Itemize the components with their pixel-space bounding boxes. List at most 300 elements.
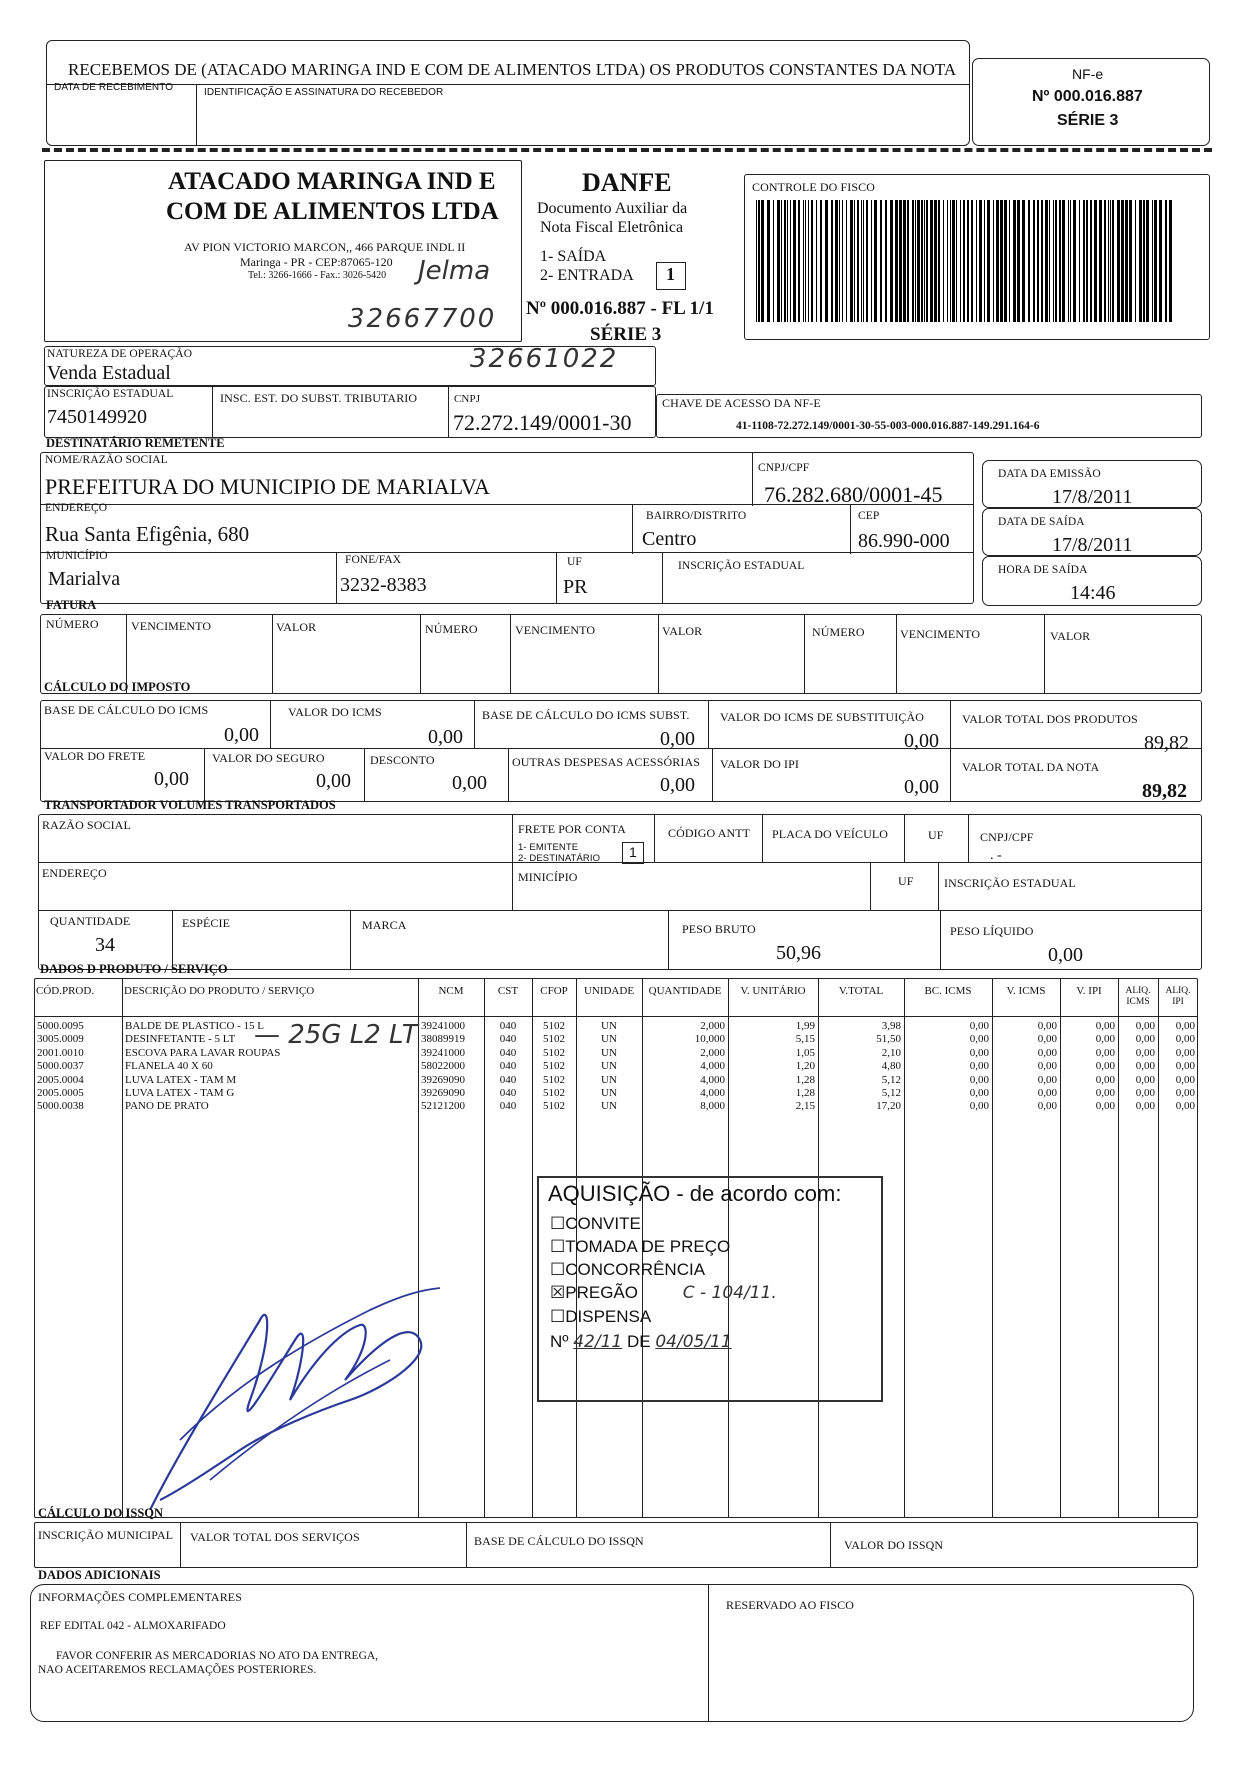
cell-aliq-icms: 0,00 bbox=[1135, 1100, 1155, 1113]
desconto-label: DESCONTO bbox=[370, 753, 435, 767]
barcode-bar bbox=[903, 200, 906, 322]
barcode-bar bbox=[1086, 200, 1088, 322]
cell-cod: 2005.0004 bbox=[37, 1073, 84, 1086]
header-v-icms: V. ICMS bbox=[1006, 985, 1046, 997]
cell-cst: 040 bbox=[499, 1033, 517, 1046]
barcode-bar bbox=[773, 200, 774, 322]
cell-v-ipi: 0,00 bbox=[1095, 1046, 1115, 1059]
fatura-valor-3: VALOR bbox=[1050, 629, 1091, 643]
barcode-bar bbox=[943, 200, 944, 322]
fatura-div-2 bbox=[272, 614, 273, 694]
barcode-bar bbox=[1013, 200, 1016, 322]
barcode-bar bbox=[1068, 200, 1069, 322]
tr-div-9 bbox=[172, 910, 173, 970]
total-prod-label: VALOR TOTAL DOS PRODUTOS bbox=[962, 712, 1138, 726]
cell-cod: 5000.0095 bbox=[37, 1020, 84, 1032]
tr-endereco-label: ENDEREÇO bbox=[42, 866, 107, 880]
fatura-box bbox=[40, 614, 1202, 694]
total-nota-value: 89,82 bbox=[1142, 780, 1187, 802]
cell-aliq-icms: 0,00 bbox=[1135, 1087, 1155, 1099]
frete-value: 1 bbox=[629, 844, 637, 860]
barcode-bar bbox=[784, 200, 786, 322]
barcode-bar bbox=[899, 200, 902, 322]
cell-aliq-ipi: 0,00 bbox=[1175, 1033, 1195, 1046]
receipt-divider bbox=[46, 84, 970, 85]
cell-quantidade: 2,000 bbox=[700, 1046, 725, 1059]
barcode-bar bbox=[1022, 200, 1025, 322]
outras-value: 0,00 bbox=[660, 774, 695, 796]
dest-divider-f bbox=[662, 552, 663, 604]
header-cst: CST bbox=[497, 985, 519, 997]
header-v-total: V.TOTAL bbox=[838, 985, 884, 997]
municipio-value: Marialva bbox=[48, 568, 121, 590]
icms-subst-label: VALOR DO ICMS DE SUBSTITUIÇÃO bbox=[720, 710, 925, 724]
cell-aliq-ipi: 0,00 bbox=[1175, 1100, 1195, 1113]
cell-aliq-icms: 0,00 bbox=[1135, 1033, 1155, 1046]
stamp-opt-convite: ☐CONVITE bbox=[550, 1214, 641, 1233]
issuer-city: Maringa - PR - CEP:87065-120 bbox=[240, 255, 393, 269]
cell-descricao: LUVA LATEX - TAM G bbox=[125, 1087, 235, 1099]
receipt-stub bbox=[46, 40, 970, 146]
cell-unidade: UN bbox=[601, 1033, 617, 1046]
issqn-base-label: BASE DE CÁLCULO DO ISSQN bbox=[474, 1534, 644, 1548]
stamp-opt-pregao-text: PREGÃO bbox=[565, 1283, 638, 1302]
issqn-div-3 bbox=[830, 1522, 831, 1568]
saida-value: 17/8/2011 bbox=[1052, 534, 1133, 556]
header-v-ipi: V. IPI bbox=[1076, 985, 1102, 997]
cell-v-ipi: 0,00 bbox=[1095, 1020, 1115, 1032]
stamp-options bbox=[550, 1212, 777, 1354]
header-descricao: DESCRIÇÃO DO PRODUTO / SERVIÇO bbox=[124, 985, 315, 997]
cell-quantidade: 4,000 bbox=[700, 1073, 725, 1086]
tr-div-11 bbox=[668, 910, 669, 970]
handwritten-note: — 25G L2 LT bbox=[254, 1020, 418, 1050]
fatura-div-7 bbox=[896, 614, 897, 694]
barcode-bar bbox=[1108, 200, 1109, 322]
cell-cfop: 5102 bbox=[543, 1100, 565, 1113]
header-cod: CÓD.PROD. bbox=[36, 985, 95, 997]
cell-cst: 040 bbox=[499, 1020, 517, 1032]
tr-municipio-label: MINICÍPIO bbox=[518, 870, 578, 884]
stamp-opt-concorrencia-text: CONCORRÊNCIA bbox=[565, 1260, 706, 1279]
barcode-bar bbox=[979, 200, 982, 322]
cell-bc-icms: 0,00 bbox=[969, 1060, 989, 1073]
nome-label: NOME/RAZÃO SOCIAL bbox=[45, 454, 168, 466]
dest-divider-d bbox=[336, 552, 337, 604]
cell-descricao: PANO DE PRATO bbox=[125, 1100, 209, 1113]
marca-label: MARCA bbox=[362, 918, 407, 932]
chave-value: 41-1108-72.272.149/0001-30-55-003-000.016.887-149.291.164-6 bbox=[736, 420, 1040, 432]
barcode-bar bbox=[1070, 200, 1071, 322]
stamp-opt-dispensa-text: DISPENSA bbox=[565, 1307, 652, 1326]
fatura-div-8 bbox=[1044, 614, 1045, 694]
cell-ncm: 39269090 bbox=[421, 1073, 465, 1086]
fatura-section: FATURA bbox=[46, 598, 97, 612]
danfe-subtitle-2: Nota Fiscal Eletrônica bbox=[540, 219, 684, 236]
cell-cst: 040 bbox=[499, 1046, 517, 1059]
cell-v-icms: 0,00 bbox=[1037, 1100, 1057, 1113]
header-v-unitario: V. UNITÁRIO bbox=[740, 985, 806, 997]
cell-aliq-icms: 0,00 bbox=[1135, 1060, 1155, 1073]
produtos-col-divider bbox=[992, 978, 993, 1518]
cell-cfop: 5102 bbox=[543, 1060, 565, 1073]
barcode-bar bbox=[907, 200, 909, 322]
cell-quantidade: 2,000 bbox=[700, 1020, 725, 1032]
barcode-bar bbox=[912, 200, 914, 322]
stamp-no-label: Nº bbox=[550, 1332, 569, 1351]
imp-div-4 bbox=[950, 700, 951, 802]
municipio-label: MUNICÍPIO bbox=[46, 550, 108, 562]
stamp-title: AQUISIÇÃO - de acordo com: bbox=[548, 1181, 842, 1206]
barcode-bar bbox=[950, 200, 951, 322]
barcode-bar bbox=[1083, 200, 1085, 322]
info-ref: REF EDITAL 042 - ALMOXARIFADO bbox=[40, 1620, 226, 1632]
barcode-bar bbox=[1079, 200, 1080, 322]
desconto-value: 0,00 bbox=[452, 772, 487, 794]
issqn-im-label: INSCRIÇÃO MUNICIPAL bbox=[38, 1528, 174, 1542]
peso-liquido-label: PESO LÍQUIDO bbox=[950, 924, 1034, 938]
barcode-bar bbox=[850, 200, 853, 322]
barcode-bar bbox=[835, 200, 838, 322]
barcode-bar bbox=[1135, 200, 1136, 322]
base-icms-label: BASE DE CÁLCULO DO ICMS bbox=[44, 703, 209, 717]
handwritten-name: Jelma bbox=[418, 256, 491, 286]
fatura-div-4 bbox=[510, 614, 511, 694]
tr-div-10 bbox=[350, 910, 351, 970]
produtos-section: DADOS D PRODUTO / SERVIÇO bbox=[40, 962, 228, 976]
barcode-bar bbox=[842, 200, 843, 322]
nfe-series: SÉRIE 3 bbox=[1057, 112, 1119, 129]
tr-cnpj-label: CNPJ/CPF bbox=[980, 830, 1034, 844]
base-icms-value: 0,00 bbox=[224, 724, 259, 746]
tr-uf-label: UF bbox=[928, 828, 944, 842]
barcode-bar bbox=[934, 200, 937, 322]
hora-value: 14:46 bbox=[1070, 582, 1116, 604]
peso-bruto-value: 50,96 bbox=[776, 942, 821, 964]
danfe-subtitle-1: Documento Auxiliar da bbox=[537, 200, 688, 217]
produtos-col-divider bbox=[904, 978, 905, 1518]
barcode-bar bbox=[1169, 200, 1172, 322]
cell-bc-icms: 0,00 bbox=[969, 1046, 989, 1059]
ipi-label: VALOR DO IPI bbox=[720, 757, 799, 771]
cell-v-ipi: 0,00 bbox=[1095, 1033, 1115, 1046]
header-aliq-icms: ALIQ. ICMS bbox=[1125, 986, 1151, 1007]
cell-v-ipi: 0,00 bbox=[1095, 1087, 1115, 1099]
destinatario-section: DESTINATÁRIO REMETENTE bbox=[46, 436, 225, 450]
barcode-bar bbox=[1041, 200, 1043, 322]
danfe-saida: 1- SAÍDA bbox=[540, 248, 607, 265]
dest-divider-e bbox=[556, 552, 557, 604]
total-prod-value: 89,82 bbox=[1144, 732, 1189, 754]
cell-bc-icms: 0,00 bbox=[969, 1033, 989, 1046]
frete-label: VALOR DO FRETE bbox=[44, 749, 146, 763]
stamp-opt-concorrencia: ☐CONCORRÊNCIA bbox=[550, 1260, 706, 1279]
header-aliq-ipi: ALIQ. IPI bbox=[1165, 986, 1191, 1007]
barcode-bar bbox=[854, 200, 855, 322]
danfe-type-value: 1 bbox=[666, 264, 675, 284]
cell-bc-icms: 0,00 bbox=[969, 1020, 989, 1032]
cell-cfop: 5102 bbox=[543, 1046, 565, 1059]
fatura-div-6 bbox=[804, 614, 805, 694]
chave-label: CHAVE DE ACESSO DA NF-E bbox=[662, 396, 821, 410]
cell-quantidade: 8,000 bbox=[700, 1100, 725, 1113]
barcode-bar bbox=[1073, 200, 1076, 322]
dest-divider-c bbox=[850, 504, 851, 554]
barcode-bar bbox=[767, 200, 770, 322]
imp-div-2 bbox=[474, 700, 475, 748]
cell-ncm: 39241000 bbox=[421, 1046, 465, 1059]
barcode-bar bbox=[947, 200, 948, 322]
stamp-date-value: 04/05/11 bbox=[655, 1332, 732, 1352]
barcode-bar bbox=[1125, 200, 1128, 322]
barcode-bar bbox=[1117, 200, 1120, 322]
fisco-reserved-label: RESERVADO AO FISCO bbox=[726, 1598, 854, 1612]
cell-bc-icms: 0,00 bbox=[969, 1087, 989, 1099]
barcode-bar bbox=[874, 200, 877, 322]
cell-descricao: DESINFETANTE - 5 LT bbox=[125, 1033, 236, 1046]
imp-div-7 bbox=[508, 748, 509, 802]
cell-v-unitario: 1,28 bbox=[795, 1073, 815, 1086]
uf-label: UF bbox=[567, 556, 582, 568]
stamp-opt-dispensa: ☐DISPENSA bbox=[550, 1307, 652, 1326]
placa-label: PLACA DO VEÍCULO bbox=[772, 827, 889, 841]
barcode-bar bbox=[781, 200, 782, 322]
barcode-bar bbox=[846, 200, 847, 322]
base-subst-value: 0,00 bbox=[660, 728, 695, 750]
cell-cod: 5000.0037 bbox=[37, 1060, 84, 1073]
issqn-valor-label: VALOR DO ISSQN bbox=[844, 1538, 944, 1552]
barcode-bar bbox=[805, 200, 806, 322]
barcode-bar bbox=[1053, 200, 1054, 322]
signature-scribble bbox=[120, 1230, 450, 1530]
cell-cst: 040 bbox=[499, 1100, 517, 1113]
cell-v-icms: 0,00 bbox=[1037, 1046, 1057, 1059]
barcode-bar bbox=[938, 200, 940, 322]
barcode bbox=[756, 200, 1178, 324]
cell-v-ipi: 0,00 bbox=[1095, 1073, 1115, 1086]
barcode-bar bbox=[1045, 200, 1048, 322]
cell-unidade: UN bbox=[601, 1100, 617, 1113]
ie-subst-label: INSC. EST. DO SUBST. TRIBUTARIO bbox=[220, 391, 418, 405]
barcode-bar bbox=[1062, 200, 1065, 322]
dest-divider-a bbox=[752, 452, 753, 506]
cep-label: CEP bbox=[858, 510, 880, 522]
barcode-bar bbox=[917, 200, 920, 322]
fone-label: FONE/FAX bbox=[345, 554, 402, 566]
tr-div-5 bbox=[968, 814, 969, 862]
cell-descricao: ESCOVA PARA LAVAR ROUPAS bbox=[125, 1046, 281, 1059]
barcode-bar bbox=[960, 200, 961, 322]
barcode-bar bbox=[820, 200, 822, 322]
bairro-label: BAIRRO/DISTRITO bbox=[646, 510, 747, 522]
cell-v-unitario: 1,28 bbox=[795, 1087, 815, 1099]
cell-v-icms: 0,00 bbox=[1037, 1073, 1057, 1086]
cell-cod: 2001.0010 bbox=[37, 1046, 84, 1059]
barcode-bar bbox=[1129, 200, 1132, 322]
barcode-bar bbox=[967, 200, 969, 322]
cell-v-icms: 0,00 bbox=[1037, 1087, 1057, 1099]
cell-v-total: 17,20 bbox=[876, 1100, 901, 1113]
nfe-number: Nº 000.016.887 bbox=[1032, 88, 1143, 105]
stamp-opt-convite-text: CONVITE bbox=[565, 1214, 641, 1233]
barcode-bar bbox=[1028, 200, 1030, 322]
dest-row-line-1 bbox=[40, 504, 974, 505]
cell-v-ipi: 0,00 bbox=[1095, 1060, 1115, 1073]
quantidade-label: QUANTIDADE bbox=[50, 914, 131, 928]
barcode-bar bbox=[1154, 200, 1157, 322]
header-quantidade: QUANTIDADE bbox=[648, 985, 722, 997]
ie-divider-2 bbox=[448, 386, 449, 438]
bairro-value: Centro bbox=[642, 528, 697, 550]
dest-cnpj-value: 76.282.680/0001-45 bbox=[764, 482, 943, 507]
cell-unidade: UN bbox=[601, 1073, 617, 1086]
nfe-label: NF-e bbox=[1072, 66, 1104, 82]
produtos-col-divider bbox=[1060, 978, 1061, 1518]
uf-value: PR bbox=[563, 576, 588, 598]
ie-label: INSCRIÇÃO ESTADUAL bbox=[47, 388, 174, 400]
cell-descricao: BALDE DE PLASTICO - 15 L bbox=[125, 1020, 265, 1032]
barcode-bar bbox=[880, 200, 882, 322]
barcode-bar bbox=[761, 200, 764, 322]
cell-cod: 5000.0038 bbox=[37, 1100, 84, 1113]
base-subst-label: BASE DE CÁLCULO DO ICMS SUBST. bbox=[482, 708, 690, 722]
imposto-mid-line bbox=[40, 748, 1202, 749]
barcode-bar bbox=[857, 200, 859, 322]
handwritten-phone: 32667700 bbox=[348, 304, 497, 334]
handwritten-number: 32661022 bbox=[470, 344, 619, 374]
stamp-number-line bbox=[550, 1330, 777, 1354]
emissao-label: DATA DA EMISSÃO bbox=[998, 468, 1101, 480]
barcode-bar bbox=[811, 200, 813, 322]
cell-cst: 040 bbox=[499, 1060, 517, 1073]
cell-aliq-ipi: 0,00 bbox=[1175, 1073, 1195, 1086]
stamp-opt-tomada-text: TOMADA DE PREÇO bbox=[565, 1237, 731, 1256]
issqn-total-label: VALOR TOTAL DOS SERVIÇOS bbox=[190, 1530, 360, 1544]
stamp-opt-tomada: ☐TOMADA DE PREÇO bbox=[550, 1237, 731, 1256]
tr-div-4 bbox=[904, 814, 905, 862]
tr-div-7 bbox=[870, 862, 871, 910]
cell-ncm: 52121200 bbox=[421, 1100, 465, 1113]
natureza-label: NATUREZA DE OPERAÇÃO bbox=[47, 348, 193, 360]
nome-value: PREFEITURA DO MUNICIPIO DE MARIALVA bbox=[45, 474, 490, 499]
issuer-phone: Tel.: 3266-1666 - Fax.: 3026-5420 bbox=[248, 270, 387, 281]
barcode-bar bbox=[777, 200, 780, 322]
barcode-bar bbox=[1099, 200, 1102, 322]
seguro-label: VALOR DO SEGURO bbox=[212, 751, 325, 765]
cell-descricao: FLANELA 40 X 60 bbox=[125, 1060, 213, 1073]
barcode-bar bbox=[1059, 200, 1061, 322]
barcode-bar bbox=[895, 200, 898, 322]
cell-v-unitario: 1,05 bbox=[795, 1046, 815, 1059]
fatura-valor-2: VALOR bbox=[662, 624, 703, 638]
header-bc-icms: BC. ICMS bbox=[924, 985, 972, 997]
cell-cfop: 5102 bbox=[543, 1033, 565, 1046]
cut-line bbox=[42, 148, 1212, 152]
barcode-bar bbox=[793, 200, 796, 322]
tr-div-2 bbox=[654, 814, 655, 862]
cell-unidade: UN bbox=[601, 1060, 617, 1073]
cell-aliq-icms: 0,00 bbox=[1135, 1046, 1155, 1059]
barcode-bar bbox=[921, 200, 923, 322]
cell-aliq-ipi: 0,00 bbox=[1175, 1060, 1195, 1073]
cell-v-total: 2,10 bbox=[881, 1046, 901, 1059]
cnpj-label: CNPJ bbox=[454, 393, 481, 405]
cell-ncm: 58022000 bbox=[421, 1060, 465, 1073]
info-note-1: FAVOR CONFERIR AS MERCADORIAS NO ATO DA ENTREGA, bbox=[56, 1650, 379, 1662]
imp-div-1 bbox=[270, 700, 271, 748]
barcode-bar bbox=[1037, 200, 1039, 322]
cell-v-ipi: 0,00 bbox=[1095, 1100, 1115, 1113]
barcode-bar bbox=[971, 200, 973, 322]
cell-cfop: 5102 bbox=[543, 1073, 565, 1086]
imp-div-5 bbox=[204, 748, 205, 802]
barcode-bar bbox=[890, 200, 893, 322]
imp-div-3 bbox=[708, 700, 709, 748]
barcode-bar bbox=[808, 200, 809, 322]
barcode-bar bbox=[787, 200, 788, 322]
adicionais-section: DADOS ADICIONAIS bbox=[38, 1568, 161, 1582]
cell-ncm: 39241000 bbox=[421, 1020, 465, 1032]
cell-cfop: 5102 bbox=[543, 1087, 565, 1099]
header-cfop: CFOP bbox=[540, 985, 568, 997]
emissao-value: 17/8/2011 bbox=[1052, 486, 1133, 508]
cell-v-icms: 0,00 bbox=[1037, 1033, 1057, 1046]
cell-ncm: 39269090 bbox=[421, 1087, 465, 1099]
barcode-bar bbox=[1139, 200, 1142, 322]
dest-cnpj-label: CNPJ/CPF bbox=[758, 462, 810, 474]
frete-conta-label: FRETE POR CONTA bbox=[518, 822, 626, 836]
issqn-div-1 bbox=[180, 1522, 181, 1568]
info-label: INFORMAÇÕES COMPLEMENTARES bbox=[38, 1590, 242, 1604]
barcode-bar bbox=[1090, 200, 1092, 322]
peso-liquido-value: 0,00 bbox=[1048, 944, 1083, 966]
produtos-col-divider bbox=[532, 978, 533, 1518]
barcode-bar bbox=[996, 200, 999, 322]
total-nota-label: VALOR TOTAL DA NOTA bbox=[962, 760, 1100, 774]
stamp-pregao-note: C - 104/11. bbox=[682, 1283, 777, 1303]
peso-bruto-label: PESO BRUTO bbox=[682, 922, 756, 936]
fatura-div-5 bbox=[658, 614, 659, 694]
fatura-num-3: NÚMERO bbox=[812, 625, 865, 639]
tr-div-12 bbox=[940, 910, 941, 970]
barcode-bar bbox=[984, 200, 985, 322]
adicionais-divider bbox=[708, 1584, 709, 1722]
cell-cod: 2005.0005 bbox=[37, 1087, 84, 1099]
fatura-venc-1: VENCIMENTO bbox=[131, 619, 212, 633]
cell-v-icms: 0,00 bbox=[1037, 1020, 1057, 1032]
tr-div-8 bbox=[938, 862, 939, 910]
barcode-bar bbox=[952, 200, 955, 322]
cell-v-total: 3,98 bbox=[881, 1020, 901, 1032]
cell-cst: 040 bbox=[499, 1087, 517, 1099]
barcode-bar bbox=[839, 200, 840, 322]
cell-quantidade: 10,000 bbox=[694, 1033, 725, 1046]
icms-subst-value: 0,00 bbox=[904, 730, 939, 752]
fisco-control-label: CONTROLE DO FISCO bbox=[752, 180, 876, 194]
barcode-bar bbox=[861, 200, 862, 322]
transporte-section: TRANSPORTADOR VOLUMES TRANSPORTADOS bbox=[44, 798, 336, 812]
especie-label: ESPÉCIE bbox=[182, 916, 231, 930]
barcode-bar bbox=[1033, 200, 1035, 322]
barcode-bar bbox=[1000, 200, 1003, 322]
header-unidade: UNIDADE bbox=[583, 985, 635, 997]
cell-quantidade: 4,000 bbox=[700, 1087, 725, 1099]
barcode-bar bbox=[1004, 200, 1007, 322]
barcode-bar bbox=[816, 200, 817, 322]
barcode-bar bbox=[1146, 200, 1149, 322]
tr-ie-label: INSCRIÇÃO ESTADUAL bbox=[944, 876, 1076, 890]
barcode-bar bbox=[963, 200, 965, 322]
